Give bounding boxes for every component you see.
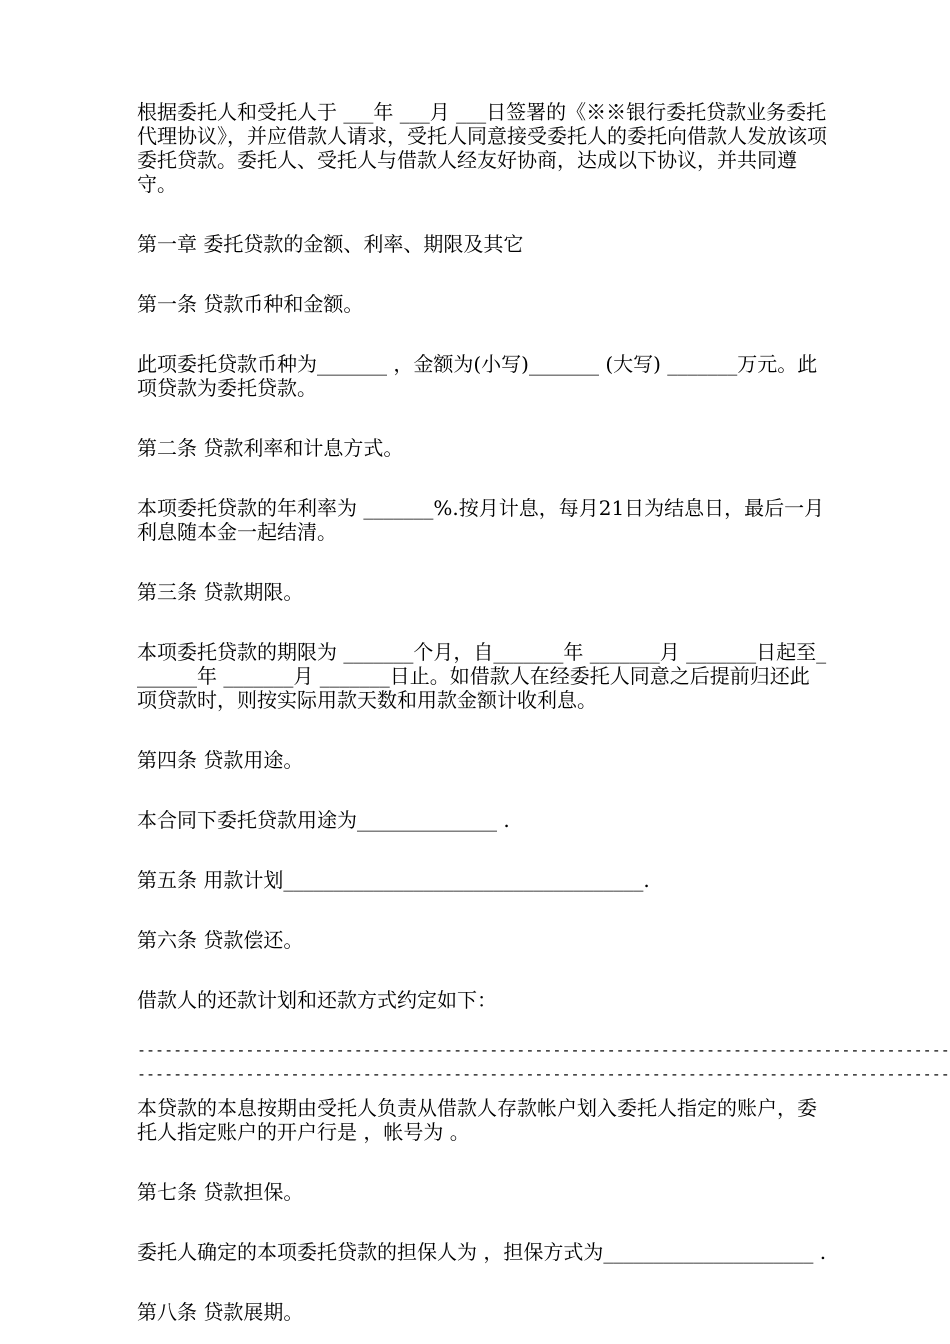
article-4-heading: 第四条 贷款用途。 [137,748,304,772]
article-6-heading: 第六条 贷款偿还。 [137,928,304,952]
repayment-blank-line-1: ------------------------------------------------------------------------------------------ [137,1041,950,1059]
article-7-body: 委托人确定的本项委托贷款的担保人为 ，担保方式为_____________________ . [137,1240,827,1264]
article-7-heading: 第七条 贷款担保。 [137,1180,304,1204]
article-3-body: 本项委托贷款的期限为 _______个月，自_______年 _______月 _______日起至_______年 _______月 _______日止。如借款人在经委托人同意之后提前归还此项贷款时，则按实际用款天数和用款金额计收利息。 [137,640,827,712]
article-2-heading: 第二条 贷款利率和计息方式。 [137,436,404,460]
article-6-body: 本贷款的本息按期由受托人负责从借款人存款帐户划入委托人指定的账户，委托人指定账户的开户行是 ，帐号为 。 [137,1096,817,1144]
article-3-heading: 第三条 贷款期限。 [137,580,304,604]
document-body [137,100,950,1324]
article-2-body: 本项委托贷款的年利率为 _______%.按月计息，每月21日为结息日，最后一月利息随本金一起结清。 [137,496,825,544]
article-6-intro: 借款人的还款计划和还款方式约定如下： [137,988,497,1012]
article-5-heading: 第五条 用款计划____________________________________. [137,868,650,892]
article-8-heading: 第八条 贷款展期。 [137,1300,304,1324]
article-1-body: 此项委托贷款币种为_______ ，金额为(小写)_______ (大写) _______万元。此项贷款为委托贷款。 [137,352,818,400]
intro-paragraph: 根据委托人和受托人于 ___年 ___月 ___日签署的《※※银行委托贷款业务委托代理协议》，并应借款人请求，受托人同意接受委托人的委托向借款人发放该项委托贷款。委托人、受托人与借款人经友好协商，达成以下协议，并共同遵守。 [137,100,827,196]
article-4-body: 本合同下委托贷款用途为______________ . [137,808,510,832]
chapter-1-heading: 第一章 委托贷款的金额、利率、期限及其它 [137,232,524,256]
article-1-heading: 第一条 贷款币种和金额。 [137,292,364,316]
repayment-blank-line-2: ------------------------------------------------------------------------------------------ [137,1065,950,1083]
